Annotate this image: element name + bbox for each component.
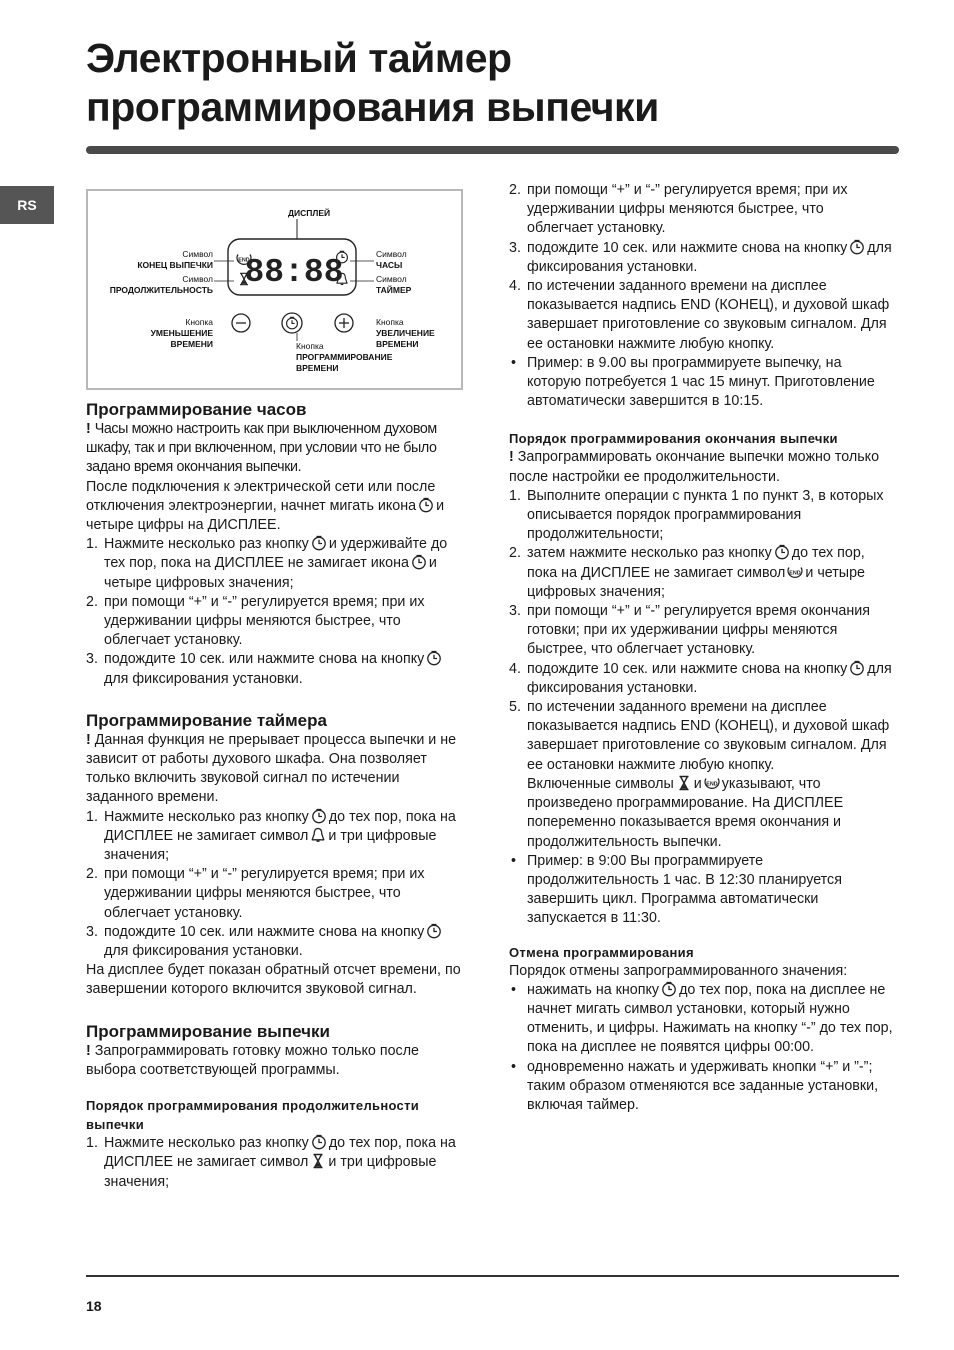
clock-icon [661,981,677,997]
list-item: 1. Нажмите несколько раз кнопку до тех пор, пока на ДИСПЛЕЕ не замигает символ и три цифровые значения; [86,808,456,864]
clock-icon [426,923,442,939]
list-item: 2. при помощи “+” и “-” регулируется время; при их удерживании цифры меняются быстрее, что облегчает установку. [86,866,425,921]
clock-icon [311,1134,327,1150]
control-panel-diagram [86,189,463,390]
end-example [509,852,894,929]
list-item: • нажимать на кнопку до тех пор, пока на дисплее не начнет мигать символ установки, который нужно отменить, и цифры. Нажимать на кнопку “-” до тех пор, пока на дисплее не появятся цифры 00:00. [511,981,893,1056]
list-item: 3. при помощи “+” и “-” регулируется время окончания готовки; при их удерживании цифры меняются быстрее, что облегчает установку. [509,603,870,658]
list-item: 4. по истечении заданного времени на дисплее показывается надпись END (КОНЕЦ), и духовой шкаф завершает приготовление со звуковым сигналом. Для ее остановки нажмите любую кнопку. [509,278,890,352]
clock-icon [426,650,442,666]
end-symbols-note: Включенные символы и указывают, что произведено программирование. На ДИСПЛЕЕ попеременно показывается время окончания и продолжительность выпечки. [527,775,844,850]
timer-after: На дисплее будет показан обратный отсчет времени, по завершении которого включится звуковой сигнал. [86,962,461,998]
heading-cancel: Отмена программирования [509,944,694,960]
end-icon [704,775,720,791]
list-item: • Пример: в 9.00 вы программируете выпечку, на которую потребуется 1 час 15 минут. Приготовление автоматически завершится в 10:15. [511,354,875,410]
list-item: 1. Выполните операции с пункта 1 по пункт 3, в которых описывается порядок программирования продолжительности; [509,487,884,543]
page-number: 18 [86,1298,102,1314]
duration-steps [86,1134,464,1192]
label-timer-symbol: Символ ТАЙМЕР [376,274,412,295]
end-steps [509,487,894,775]
list-item: 1. Нажмите несколько раз кнопку и удерживайте до тех пор, пока на ДИСПЛЕЕ не замигает икона и четыре цифровых значения; [86,536,448,591]
duration-steps-continued [509,181,894,354]
hourglass-icon [310,1153,326,1169]
hourglass-icon [676,775,692,791]
title-line-2: программирования выпечки [86,84,659,130]
right-column [509,181,894,1115]
title-rule [86,146,899,154]
heading-clock: Программирование часов [86,400,307,419]
label-display: ДИСПЛЕЙ [288,208,331,218]
label-clock-symbol: Символ ЧАСЫ [376,249,407,270]
list-item: 5. по истечении заданного времени на дисплее показывается надпись END (КОНЕЦ), и духовой шкаф завершает приготовление со звуковым сигналом. Для ее остановки нажмите любую кнопку. [509,699,890,773]
clock-para: После подключения к электрической сети или после отключения электроэнергии, начнет мигать икона и четыре цифры на ДИСПЛЕЕ. [86,478,445,534]
clock-steps [86,535,464,689]
clock-icon [411,554,427,570]
list-item: • одновременно нажать и удерживать кнопки “+” и ”-”; таким образом отменяются все заданные установки, включая таймер. [511,1058,879,1113]
list-item: 4. подождите 10 сек. или нажмите снова на кнопку для фиксирования установки. [509,660,892,696]
cancel-intro: Порядок отмены запрограммированного значения: [509,962,848,979]
subheading-duration: Порядок программирования продолжительности выпечки [86,1098,420,1133]
clock-icon [849,239,865,255]
list-item: 2. затем нажмите несколько раз кнопку до тех пор, пока на ДИСПЛЕЕ не замигает символ и четыре цифровых значения; [509,545,865,600]
list-item: 3. подождите 10 сек. или нажмите снова на кнопкудля фиксирования установки. [86,650,464,688]
label-minus-button: Кнопка УМЕНЬШЕНИЕ ВРЕМЕНИ [150,317,213,349]
duration-example [509,354,894,412]
title-line-1: Электронный таймер [86,35,512,81]
list-item: • Пример: в 9:00 Вы программируете продолжительность 1 час. В 12:30 планируется завершить цикл. Программа автоматически запускается в 11:30. [511,852,842,927]
clock-icon [311,535,327,551]
label-prog-button: Кнопка ПРОГРАММИРОВАНИЕ ВРЕМЕНИ [296,341,393,373]
subheading-end: Порядок программирования окончания выпечки [509,431,838,447]
display-digits: 88:88 [244,254,344,291]
heading-timer: Программирование таймера [86,710,327,730]
baking-warning: ! Запрограммировать готовку можно только после выбора соответствующей программы. [86,1042,419,1078]
cancel-steps [509,981,894,1115]
end-icon [787,564,803,580]
label-plus-button: Кнопка УВЕЛИЧЕНИЕ ВРЕМЕНИ [376,317,435,349]
clock-icon [774,544,790,560]
footer-rule [86,1275,899,1277]
label-end-symbol: Символ КОНЕЦ ВЫПЕЧКИ [137,249,213,270]
clock-icon [418,497,434,513]
heading-baking: Программирование выпечки [86,1021,330,1041]
list-item: 1. Нажмите несколько раз кнопку до тех пор, пока на ДИСПЛЕЕ не замигает символ и три цифровые значения; [86,1135,456,1190]
timer-warning: ! Данная функция не прерывает процесса выпечки и не зависит от работы духового шкафа. Она позволяет только включить звуковой сигнал по истечении заданного времени. [86,731,457,806]
page-title [86,34,926,132]
clock-icon [311,808,327,824]
clock-warning: ! Часы можно настроить как при выключенном духовом шкафу, так и при включенном, при условии что не было задано время окончания выпечки. [86,421,437,476]
list-item: 3. подождите 10 сек. или нажмите снова на кнопкудля фиксирования установки. [86,923,464,961]
left-column [86,400,464,1192]
list-item: 3. подождите 10 сек. или нажмите снова на кнопку для фиксирования установки. [509,239,892,275]
bell-icon [310,827,326,843]
language-tab: RS [0,186,54,224]
timer-steps [86,808,464,962]
list-item: 2. при помощи “+” и “-” регулируется время; при их удерживании цифры меняются быстрее, что облегчает установку. [86,593,425,649]
list-item: 2. при помощи “+” и “-” регулируется время; при их удерживании цифры меняются быстрее, что облегчает установку. [509,182,848,237]
clock-icon [849,660,865,676]
end-warning: ! Запрограммировать окончание выпечки можно только после настройки ее продолжительности. [509,449,880,485]
label-duration-symbol: Символ ПРОДОЛЖИТЕЛЬНОСТЬ [109,274,213,295]
